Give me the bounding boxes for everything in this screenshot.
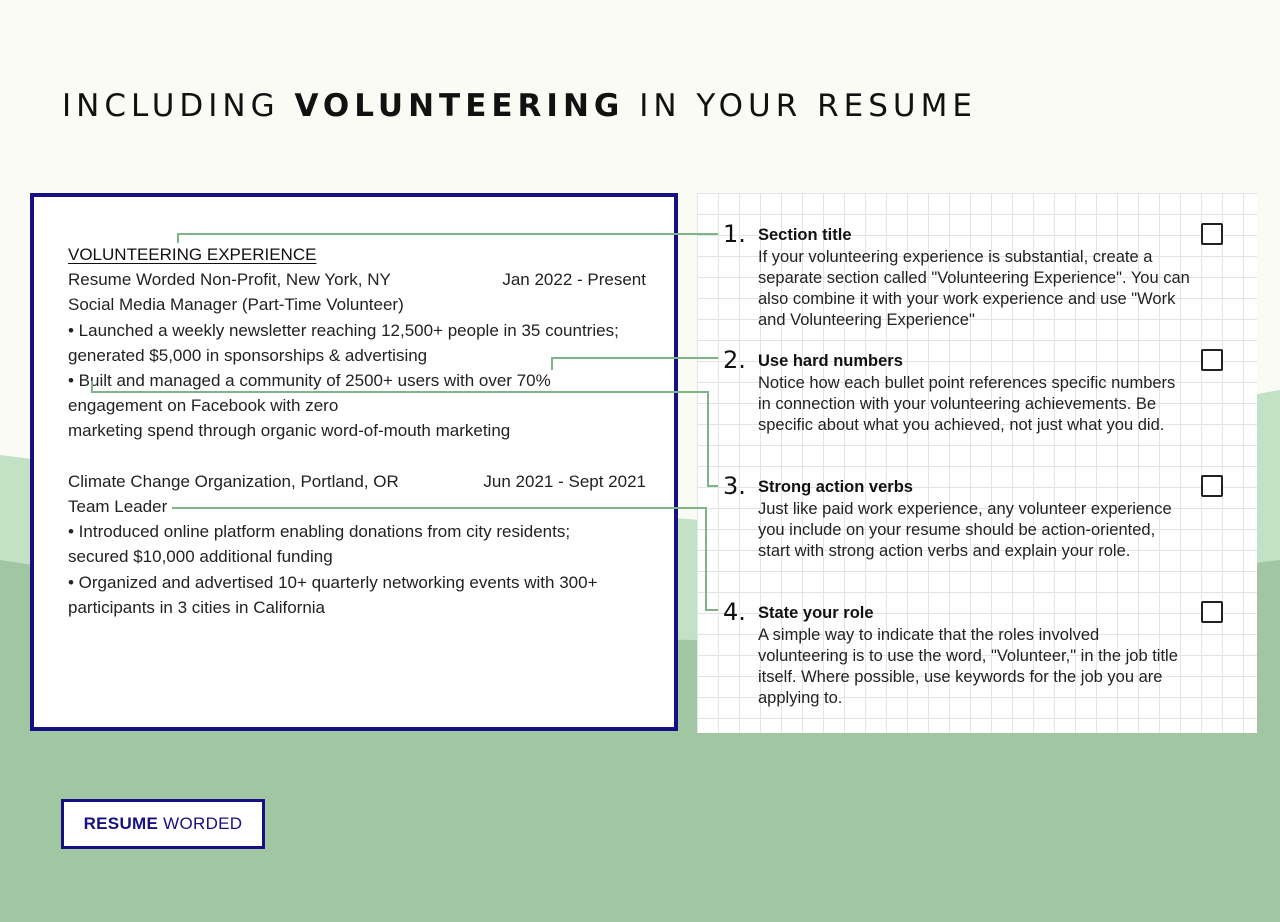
title-suffix: IN YOUR RESUME bbox=[624, 88, 977, 124]
bullet-line: participants in 3 cities in California bbox=[68, 597, 326, 617]
bullet-line: secured $10,000 additional funding bbox=[68, 547, 333, 567]
tip-body: If your volunteering experience is substantial, create a separate section called "Volunteering Experience". You can also combine it with your work experience and use "Work and Volunteering Experience" bbox=[758, 248, 1190, 329]
tips-grid-card bbox=[697, 193, 1257, 733]
section-heading: VOLUNTEERING EXPERIENCE bbox=[68, 245, 317, 264]
bullet-line: • Built and managed a community of 2500+ users with over 70% bbox=[68, 371, 551, 391]
resume-example-card bbox=[30, 193, 678, 731]
tip-title: Section title bbox=[758, 226, 852, 244]
resume-worded-logo[interactable] bbox=[61, 799, 265, 849]
entry-role: Team Leader bbox=[68, 497, 168, 517]
logo-regular-text: WORDED bbox=[163, 814, 243, 833]
entry-header bbox=[68, 267, 646, 292]
entry-organization: Resume Worded Non-Profit, New York, NY bbox=[68, 270, 391, 290]
tip-number: 1. bbox=[723, 220, 746, 248]
entry-header bbox=[68, 469, 646, 494]
entry-role: Social Media Manager (Part-Time Volunteer) bbox=[68, 295, 404, 315]
tip-body: A simple way to indicate that the roles involved volunteering is to use the word, "Volunteer," in the job title itself. Where possible, use keywords for the job you are applying to. bbox=[758, 626, 1178, 707]
checkbox-icon[interactable] bbox=[1201, 349, 1223, 371]
entry-spacer bbox=[68, 444, 646, 469]
bullet-line: • Organized and advertised 10+ quarterly networking events with 300+ bbox=[68, 572, 598, 592]
checkbox-icon[interactable] bbox=[1201, 475, 1223, 497]
tip-number: 2. bbox=[723, 346, 746, 374]
entry-organization: Climate Change Organization, Portland, OR bbox=[68, 471, 399, 491]
entry-dates: Jan 2022 - Present bbox=[502, 270, 646, 290]
page-title bbox=[62, 88, 977, 124]
checkbox-icon[interactable] bbox=[1201, 601, 1223, 623]
tip-number: 3. bbox=[723, 472, 746, 500]
title-emphasis: VOLUNTEERING bbox=[294, 88, 625, 124]
checkbox-icon[interactable] bbox=[1201, 223, 1223, 245]
tip-body: Just like paid work experience, any volunteer experience you include on your resume should be action-oriented, start with strong action verbs and explain your role. bbox=[758, 500, 1172, 560]
tip-title: State your role bbox=[758, 604, 874, 622]
bullet-line: generated $5,000 in sponsorships & advertising bbox=[68, 345, 428, 365]
bullet-line: • Introduced online platform enabling donations from city residents; bbox=[68, 522, 571, 542]
tip-body: Notice how each bullet point references specific numbers in connection with your volunteering achievements. Be specific about what you achieved, not just what you did. bbox=[758, 374, 1176, 434]
resume-text bbox=[68, 242, 646, 620]
tip-number: 4. bbox=[723, 598, 746, 626]
tip-title: Use hard numbers bbox=[758, 352, 903, 370]
bullet-line: • Launched a weekly newsletter reaching 12,500+ people in 35 countries; bbox=[68, 320, 619, 340]
title-prefix: INCLUDING bbox=[62, 88, 295, 124]
tip-title: Strong action verbs bbox=[758, 478, 913, 496]
entry-dates: Jun 2021 - Sept 2021 bbox=[483, 471, 646, 491]
bullet-line: engagement on Facebook with zero bbox=[68, 396, 339, 416]
logo-bold-text: RESUME bbox=[83, 814, 159, 833]
bullet-line: marketing spend through organic word-of-mouth marketing bbox=[68, 421, 511, 441]
